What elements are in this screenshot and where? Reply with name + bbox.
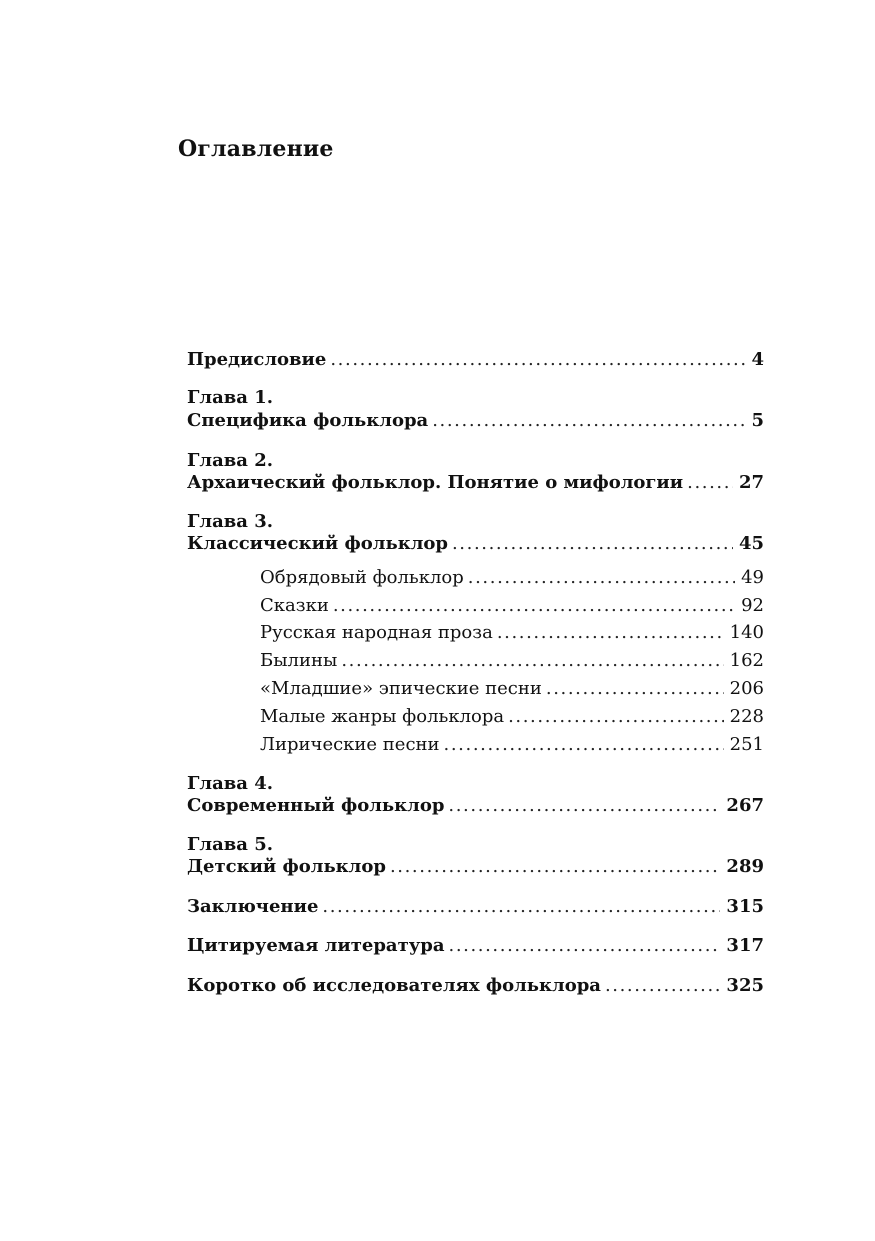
toc-page-number: 49 — [741, 567, 764, 588]
dot-leader — [341, 650, 723, 672]
toc-page-number: 289 — [726, 856, 764, 877]
toc-entry-title: Былины — [260, 650, 338, 671]
toc-page-number: 206 — [729, 678, 764, 699]
toc-page-number: 5 — [751, 410, 764, 431]
toc-entry-title: Русская народная проза — [260, 622, 493, 643]
chapter-label: Глава 4. — [187, 773, 274, 794]
toc-entry-chapter-4[interactable] — [187, 795, 764, 817]
dot-leader — [333, 595, 735, 617]
dot-leader — [432, 410, 745, 432]
toc-page-number: 317 — [726, 935, 764, 956]
toc-entry-title: Детский фольклор — [187, 856, 386, 877]
toc-entry-title: Цитируемая литература — [187, 935, 445, 956]
toc-page-number: 228 — [729, 706, 764, 727]
dot-leader — [497, 622, 724, 644]
dot-leader — [444, 734, 724, 756]
toc-entry-conclusion[interactable] — [187, 896, 764, 918]
dot-leader — [687, 472, 733, 494]
dot-leader — [322, 896, 720, 918]
chapter-label: Глава 2. — [187, 450, 274, 471]
toc-page-number: 45 — [738, 533, 764, 554]
toc-subentry[interactable] — [260, 567, 764, 589]
dot-leader — [330, 349, 745, 371]
toc-page-number: 267 — [726, 795, 764, 816]
toc-entry-title: Современный фольклор — [187, 795, 445, 816]
dot-leader — [449, 935, 721, 957]
toc-entry-title: Архаический фольклор. Понятие о мифологии — [187, 472, 684, 493]
toc-entry-title: Обрядовый фольклор — [260, 567, 464, 588]
toc-page-number: 140 — [729, 622, 764, 643]
dot-leader — [452, 533, 733, 555]
toc-subentry[interactable] — [260, 650, 764, 672]
toc-entry-title: Сказки — [260, 595, 329, 616]
toc-page-number: 251 — [729, 734, 764, 755]
toc-subentry[interactable] — [260, 678, 764, 700]
toc-page-number: 92 — [741, 595, 764, 616]
toc-entry-title: Малые жанры фольклора — [260, 706, 505, 727]
toc-entry-researchers[interactable] — [187, 975, 764, 997]
dot-leader — [468, 567, 735, 589]
dot-leader — [605, 975, 720, 997]
toc-page-number: 4 — [751, 349, 764, 370]
toc-entry-title: «Младшие» эпические песни — [260, 678, 542, 699]
dot-leader — [546, 678, 724, 700]
toc-entry-title: Лирические песни — [260, 734, 440, 755]
toc-entry-title: Коротко об исследователях фольклора — [187, 975, 601, 996]
toc-entry-title: Предисловие — [187, 349, 327, 370]
toc-subentry[interactable] — [260, 706, 764, 728]
toc-entry-chapter-2[interactable] — [187, 472, 764, 494]
toc-entry-chapter-5[interactable] — [187, 856, 764, 878]
toc-subentry[interactable] — [260, 595, 764, 617]
chapter-label: Глава 5. — [187, 834, 274, 855]
dot-leader — [390, 856, 720, 878]
toc-entry-title: Специфика фольклора — [187, 410, 429, 431]
dot-leader — [508, 706, 724, 728]
toc-entry-title: Классический фольклор — [187, 533, 448, 554]
chapter-label: Глава 1. — [187, 387, 274, 408]
toc-page-number: 27 — [738, 472, 764, 493]
toc-page-number: 315 — [726, 896, 764, 917]
toc-entry-preface[interactable] — [187, 349, 764, 371]
toc-subentry[interactable] — [260, 734, 764, 756]
toc-entry-chapter-1[interactable] — [187, 410, 764, 432]
toc-page-number: 325 — [726, 975, 764, 996]
toc-entry-title: Заключение — [187, 896, 319, 917]
toc-page-number: 162 — [729, 650, 764, 671]
toc-entry-references[interactable] — [187, 935, 764, 957]
page-title: Оглавление — [178, 136, 334, 162]
toc-entry-chapter-3[interactable] — [187, 533, 764, 555]
chapter-label: Глава 3. — [187, 511, 274, 532]
dot-leader — [448, 795, 720, 817]
toc-subentry[interactable] — [260, 622, 764, 644]
